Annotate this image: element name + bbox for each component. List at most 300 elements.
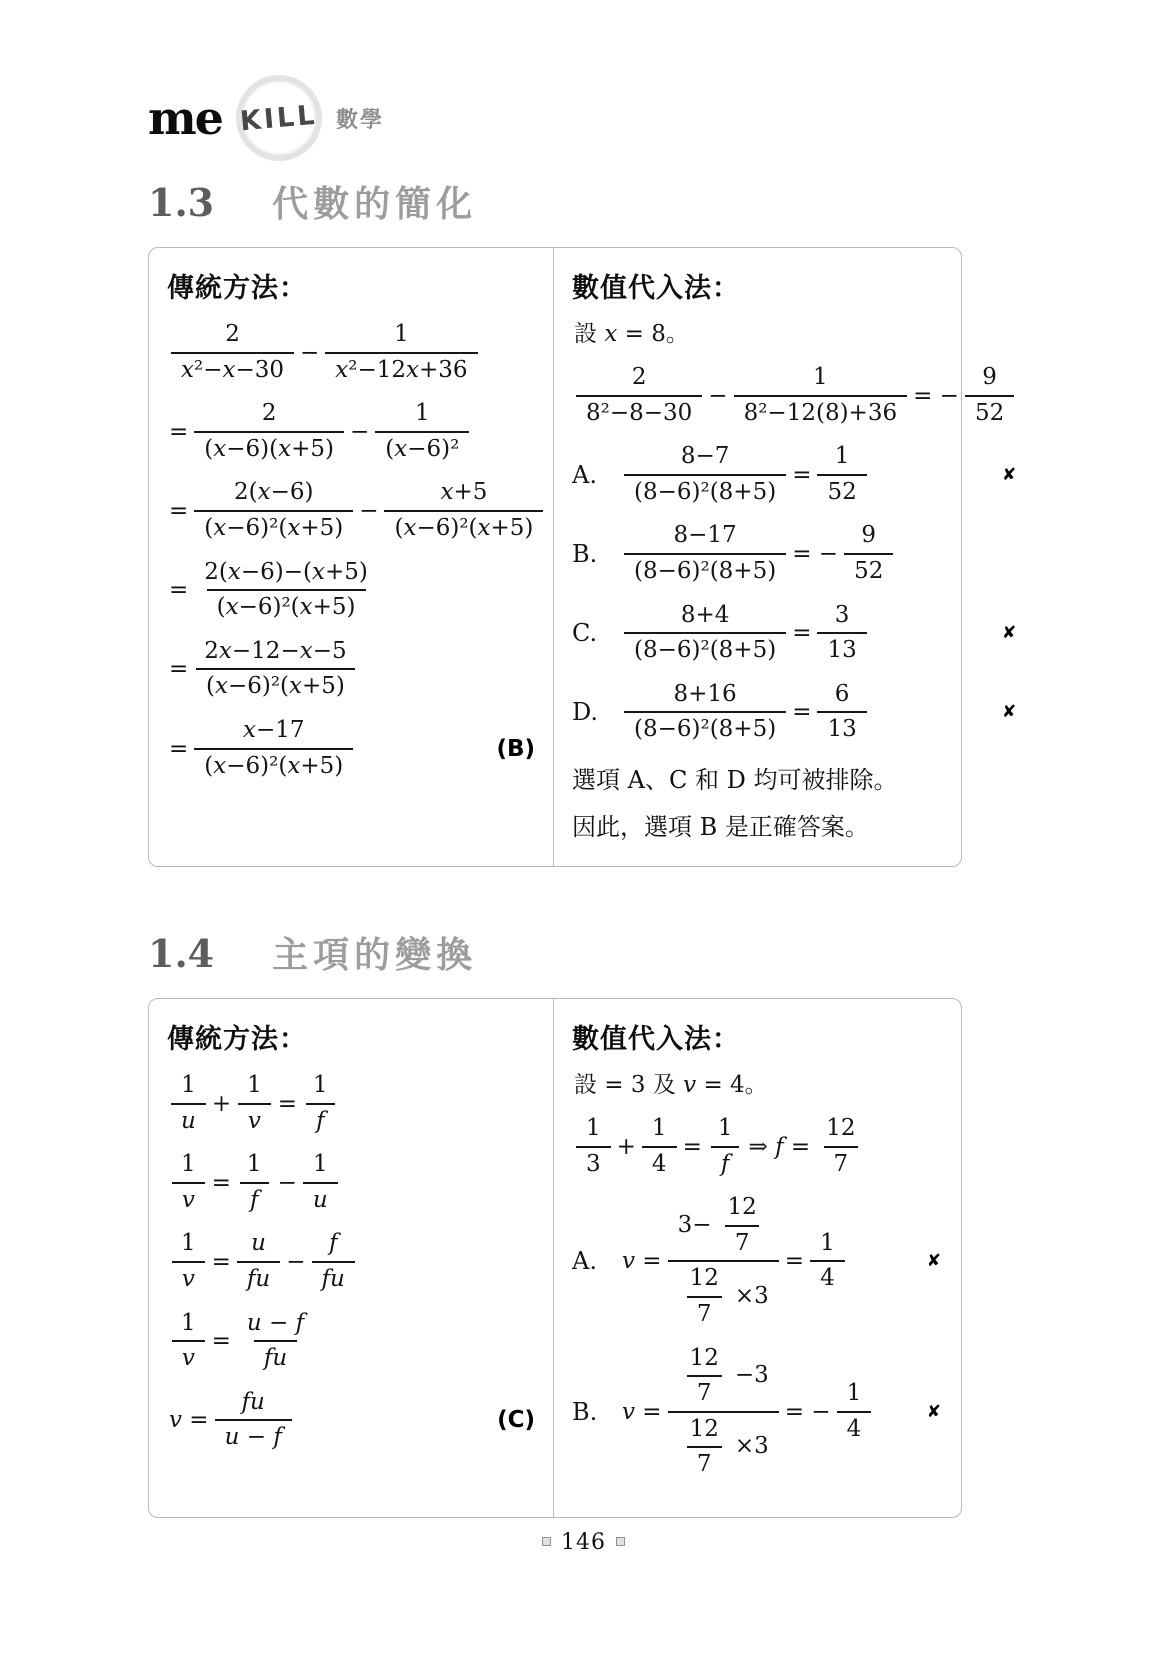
math-text: 12 — [689, 1415, 719, 1442]
note-text: 因此，選項 B 是正確答案。 — [572, 812, 869, 841]
math-expression — [167, 1230, 359, 1293]
numerator — [171, 1072, 206, 1103]
math-text: v = — [169, 1407, 209, 1434]
fraction — [817, 602, 866, 665]
numerator — [233, 717, 315, 748]
numerator — [972, 364, 1007, 395]
math-text: v — [181, 1186, 195, 1213]
fraction — [194, 717, 353, 780]
math-expression — [572, 364, 1018, 427]
column-heading: 傳統方法： — [167, 1023, 307, 1055]
page-footer — [0, 1530, 1167, 1555]
comparison-box-2 — [148, 998, 962, 1518]
option-row — [572, 522, 1018, 585]
fraction — [837, 1380, 872, 1443]
numerator — [803, 364, 838, 395]
numerator — [232, 1389, 275, 1420]
denominator — [254, 1340, 297, 1373]
math-text: = — [277, 1090, 298, 1117]
math-text: (x−6)²(x+5) — [205, 673, 345, 700]
math-text: 1 — [586, 1114, 601, 1141]
math-expression — [620, 443, 871, 506]
numerator — [680, 1265, 729, 1296]
math-text: 1 — [181, 1309, 196, 1336]
math-text: = — [792, 461, 812, 488]
answer-tag: (B) — [496, 735, 535, 762]
footer-square-icon — [616, 1537, 625, 1546]
math-text: 8²−12(8)+36 — [743, 399, 898, 426]
fraction — [171, 1230, 206, 1293]
math-text: (8−6)²(8+5) — [634, 716, 777, 743]
equation-line — [167, 559, 535, 622]
math-text: = − — [913, 382, 959, 409]
math-text: 1 — [820, 1229, 835, 1256]
math-text: 1 — [181, 1151, 196, 1178]
math-text: 2(x−6) — [234, 479, 314, 506]
assumption-line — [572, 1066, 943, 1099]
denominator — [237, 1261, 280, 1294]
math-expression — [620, 681, 871, 744]
traditional-method-column — [149, 248, 553, 866]
numerator — [825, 602, 860, 633]
fraction — [680, 1265, 729, 1328]
option-list — [572, 1194, 943, 1479]
denominator — [194, 431, 344, 464]
equation-line — [572, 364, 1018, 427]
fraction — [844, 522, 893, 585]
denominator — [844, 553, 893, 586]
math-text: = — [211, 1169, 231, 1196]
math-text: 12 — [727, 1194, 757, 1221]
numerator — [194, 559, 378, 590]
math-text: (x−6)²(x+5) — [204, 514, 344, 541]
fraction — [576, 1115, 611, 1178]
math-text: v — [181, 1265, 195, 1292]
math-text: 8²−8−30 — [586, 399, 693, 426]
math-text: f — [720, 1150, 730, 1177]
math-text: 設 = 3 及 v = 4。 — [574, 1071, 768, 1098]
assumption-line — [572, 315, 1018, 348]
fraction — [237, 1072, 272, 1135]
page-header — [148, 74, 1017, 162]
denominator — [194, 748, 353, 781]
fraction — [384, 479, 543, 542]
math-text: = — [169, 418, 189, 445]
fraction — [680, 1345, 729, 1408]
numerator — [668, 1194, 779, 1260]
section-number: 1.3 — [148, 180, 215, 225]
math-text: 1 — [846, 1380, 862, 1407]
math-text: u — [312, 1186, 328, 1213]
math-expression — [620, 1345, 875, 1479]
numerator — [825, 681, 860, 712]
math-text: u — [181, 1107, 196, 1134]
math-text: 52 — [974, 399, 1005, 426]
math-text: u − f — [246, 1309, 305, 1336]
math-text: (x−6)²(x+5) — [204, 752, 344, 779]
option-label: A. — [572, 460, 597, 489]
option-label: C. — [572, 619, 598, 648]
math-text: 4 — [846, 1415, 862, 1442]
numerator — [851, 522, 886, 553]
math-expression — [167, 717, 357, 780]
substitution-method-column — [553, 248, 1036, 866]
math-text: − — [359, 497, 379, 524]
math-text: 4 — [820, 1265, 835, 1292]
denominator — [965, 395, 1014, 428]
option-row — [572, 1194, 943, 1328]
math-text: = — [682, 1133, 702, 1160]
numerator — [252, 400, 287, 431]
math-text: x²−x−30 — [181, 356, 285, 383]
fraction — [668, 1345, 779, 1479]
math-text: 1 — [834, 443, 850, 470]
math-text: 1 — [312, 1151, 328, 1178]
option-label: B. — [572, 539, 598, 568]
math-expression — [167, 1072, 342, 1135]
math-text: fu — [321, 1265, 345, 1292]
numerator — [664, 681, 747, 712]
denominator — [817, 474, 866, 507]
math-text: 13 — [827, 716, 857, 743]
math-text: = — [211, 1248, 231, 1275]
math-expression — [620, 522, 897, 585]
math-text: − — [286, 1248, 306, 1275]
math-text: 1 — [313, 1071, 328, 1098]
numerator — [405, 400, 440, 431]
fraction — [668, 1194, 779, 1328]
math-text: v — [181, 1345, 195, 1372]
denominator — [171, 1103, 206, 1136]
math-text: 52 — [854, 557, 884, 584]
numerator — [215, 321, 250, 352]
math-text: = − — [784, 1398, 831, 1425]
math-text: v = — [622, 1398, 662, 1425]
math-text: ×3 — [734, 1283, 769, 1310]
math-text: x+5 — [440, 479, 488, 506]
numerator — [664, 522, 747, 553]
equation-line — [167, 1310, 535, 1373]
fraction — [642, 1115, 677, 1178]
logo-subject-label: 數學 — [335, 107, 384, 133]
traditional-method-column — [149, 999, 553, 1517]
fraction — [312, 1230, 355, 1293]
fraction — [325, 321, 477, 384]
math-text: = — [784, 1248, 805, 1275]
denominator — [837, 1411, 872, 1444]
math-text: 2 — [261, 400, 277, 427]
numerator — [622, 364, 657, 395]
math-text: = — [169, 497, 189, 524]
numerator — [708, 1115, 743, 1146]
fraction — [215, 1389, 292, 1452]
denominator — [215, 1419, 292, 1452]
numerator — [671, 602, 740, 633]
math-text: u — [251, 1230, 266, 1257]
numerator — [303, 1151, 338, 1182]
math-text: x²−12x+36 — [335, 356, 468, 383]
equation-line — [572, 1115, 943, 1178]
section-spacer — [148, 867, 1017, 913]
math-text: = — [169, 656, 189, 683]
denominator — [687, 1375, 722, 1408]
math-text: 設 x = 8。 — [574, 321, 689, 347]
math-text: 2(x−6)−(x+5) — [204, 558, 368, 585]
equation-list — [572, 364, 1018, 427]
equation-line — [167, 400, 535, 463]
math-text: 1 — [247, 1071, 262, 1098]
math-text: 7 — [696, 1451, 712, 1478]
math-text: 52 — [827, 478, 857, 505]
math-text: 13 — [827, 637, 857, 664]
equation-list — [167, 1072, 535, 1452]
math-text: − — [349, 418, 370, 445]
denominator — [303, 1182, 338, 1215]
fraction — [624, 681, 786, 744]
math-text: 1 — [717, 1114, 733, 1141]
section-title: 代數的簡化 — [272, 184, 478, 225]
denominator — [817, 711, 866, 744]
numerator — [171, 1310, 206, 1341]
math-text: fu — [263, 1345, 288, 1372]
denominator — [172, 1261, 205, 1294]
numerator — [837, 1380, 872, 1411]
numerator — [816, 1115, 865, 1146]
denominator — [576, 1146, 611, 1179]
answer-tag: (C) — [497, 1407, 535, 1434]
option-list — [572, 443, 1018, 744]
math-text: 2 — [631, 364, 647, 390]
math-text: f — [249, 1186, 259, 1213]
comparison-box-1 — [148, 247, 1017, 867]
denominator — [306, 1103, 335, 1136]
fraction — [171, 1072, 206, 1135]
math-text: 3 — [834, 601, 850, 628]
fraction — [817, 443, 866, 506]
denominator — [624, 632, 786, 665]
numerator — [194, 638, 356, 669]
wrong-mark-icon: ✘ — [926, 1251, 941, 1272]
page-number: 146 — [561, 1530, 606, 1555]
fraction — [237, 1310, 314, 1373]
numerator — [384, 321, 419, 352]
math-text: = — [169, 577, 189, 604]
section-1-4-heading — [148, 930, 1017, 976]
math-text: x−17 — [242, 716, 305, 743]
math-text: fu — [246, 1265, 271, 1292]
fraction — [624, 443, 786, 506]
denominator — [194, 510, 353, 543]
denominator — [207, 589, 366, 622]
fraction — [194, 400, 344, 463]
math-text: 3− — [677, 1211, 712, 1238]
fraction — [237, 1230, 280, 1293]
math-text: = — [792, 620, 812, 647]
math-expression — [167, 1151, 342, 1214]
fraction — [171, 1151, 206, 1214]
denominator — [196, 668, 355, 701]
math-text: 1 — [246, 1151, 262, 1178]
denominator — [375, 431, 469, 464]
equation-line — [167, 1151, 535, 1214]
option-row — [572, 1345, 943, 1479]
fraction — [303, 1072, 338, 1135]
denominator — [624, 474, 786, 507]
math-text: 8+16 — [673, 680, 737, 707]
denominator — [687, 1446, 722, 1479]
math-text: 2x−12−x−5 — [204, 637, 347, 664]
fraction — [680, 1416, 729, 1479]
math-expression — [167, 400, 473, 463]
fraction — [303, 1151, 338, 1214]
equation-line — [167, 638, 535, 701]
conclusion-notes — [572, 760, 1018, 842]
denominator — [238, 1103, 271, 1136]
fraction — [171, 321, 294, 384]
math-text: = — [211, 1328, 231, 1355]
math-text: v = — [622, 1248, 662, 1275]
note-text: 選項 A、C 和 D 均可被排除。 — [572, 765, 898, 794]
fraction — [624, 522, 786, 585]
denominator — [312, 1261, 355, 1294]
numerator — [171, 1151, 206, 1182]
math-text: 9 — [861, 522, 877, 549]
denominator — [172, 1340, 205, 1373]
numerator — [668, 1345, 779, 1411]
denominator — [817, 632, 866, 665]
math-text: (x−6)²(x+5) — [216, 594, 356, 621]
math-text: 9 — [982, 364, 997, 390]
math-text: (8−6)²(8+5) — [634, 478, 777, 505]
equation-list — [167, 321, 535, 780]
fraction — [718, 1194, 767, 1257]
math-text: 7 — [833, 1150, 849, 1177]
denominator — [810, 1260, 845, 1293]
numerator — [576, 1115, 611, 1146]
denominator — [171, 352, 294, 385]
fraction — [624, 602, 786, 665]
numerator — [810, 1230, 845, 1261]
substitution-method-column — [553, 999, 961, 1517]
equation-list — [572, 1115, 943, 1178]
option-label: D. — [572, 698, 599, 727]
math-text: + — [211, 1090, 232, 1117]
fraction — [194, 638, 356, 701]
option-label: A. — [572, 1247, 597, 1276]
denominator — [734, 395, 908, 428]
numerator — [680, 1416, 729, 1447]
denominator — [624, 553, 786, 586]
column-heading: 傳統方法： — [167, 273, 307, 304]
section-1-3-heading — [148, 180, 1017, 225]
math-text: = — [169, 735, 189, 762]
denominator — [725, 1225, 760, 1258]
fraction — [810, 1230, 845, 1293]
math-expression — [167, 1310, 318, 1373]
math-text: = — [792, 699, 812, 726]
option-row — [572, 443, 1018, 506]
numerator — [680, 1345, 729, 1376]
math-expression — [167, 479, 547, 542]
math-text: 1 — [651, 1114, 667, 1141]
logo-kill-text: KILL — [239, 99, 319, 137]
wrong-mark-icon: ✘ — [1001, 702, 1017, 723]
math-text: 8+4 — [680, 601, 730, 628]
denominator — [687, 1296, 722, 1329]
math-expression — [620, 1194, 849, 1328]
math-text: (x−6)² — [385, 435, 460, 462]
denominator — [576, 395, 702, 428]
denominator — [824, 1146, 859, 1179]
math-text: 1 — [813, 364, 828, 390]
numerator — [237, 1310, 314, 1341]
wrong-mark-icon: ✘ — [1001, 464, 1017, 485]
denominator — [240, 1182, 269, 1215]
math-text: 4 — [651, 1150, 667, 1177]
denominator — [711, 1146, 740, 1179]
math-text: 7 — [734, 1229, 750, 1256]
math-text: 1 — [394, 321, 409, 347]
math-text: 1 — [181, 1230, 196, 1257]
math-expression — [572, 1115, 869, 1178]
denominator — [668, 1260, 779, 1328]
option-row — [572, 681, 1018, 744]
math-expression — [167, 1389, 296, 1452]
math-text: = − — [792, 540, 839, 567]
denominator — [325, 352, 477, 385]
math-text: f — [316, 1107, 325, 1134]
equation-line — [167, 1389, 535, 1452]
fraction — [734, 364, 908, 427]
fraction — [375, 400, 469, 463]
math-text: 8−7 — [680, 443, 730, 470]
numerator — [825, 443, 860, 474]
denominator — [668, 1411, 779, 1479]
math-text: 7 — [696, 1300, 712, 1327]
math-text: (8−6)²(8+5) — [634, 557, 777, 584]
math-text: 12 — [826, 1114, 856, 1141]
math-expression — [620, 602, 871, 665]
math-text: + — [616, 1133, 636, 1160]
math-text: −3 — [734, 1362, 769, 1389]
math-text: 6 — [834, 680, 850, 707]
option-label: B. — [572, 1397, 598, 1426]
fraction — [171, 1310, 206, 1373]
numerator — [642, 1115, 677, 1146]
footer-square-icon — [542, 1537, 551, 1546]
equation-line — [167, 717, 535, 780]
denominator — [624, 711, 786, 744]
equation-line — [167, 1230, 535, 1293]
fraction — [816, 1115, 865, 1178]
denominator — [384, 510, 543, 543]
math-text: 7 — [696, 1380, 712, 1407]
math-text: 1 — [181, 1071, 196, 1098]
fraction — [194, 559, 378, 622]
numerator — [237, 1072, 272, 1103]
logo-me-text: me — [148, 91, 222, 145]
math-expression — [167, 321, 482, 384]
numerator — [171, 1230, 206, 1261]
math-text: u − f — [224, 1424, 282, 1451]
math-text: ⇒ f = — [748, 1133, 811, 1160]
numerator — [303, 1072, 338, 1103]
numerator — [241, 1230, 276, 1261]
wrong-mark-icon: ✘ — [1001, 623, 1017, 644]
math-text: 12 — [689, 1344, 719, 1371]
section-number: 1.4 — [148, 930, 215, 976]
math-text: − — [277, 1169, 297, 1196]
